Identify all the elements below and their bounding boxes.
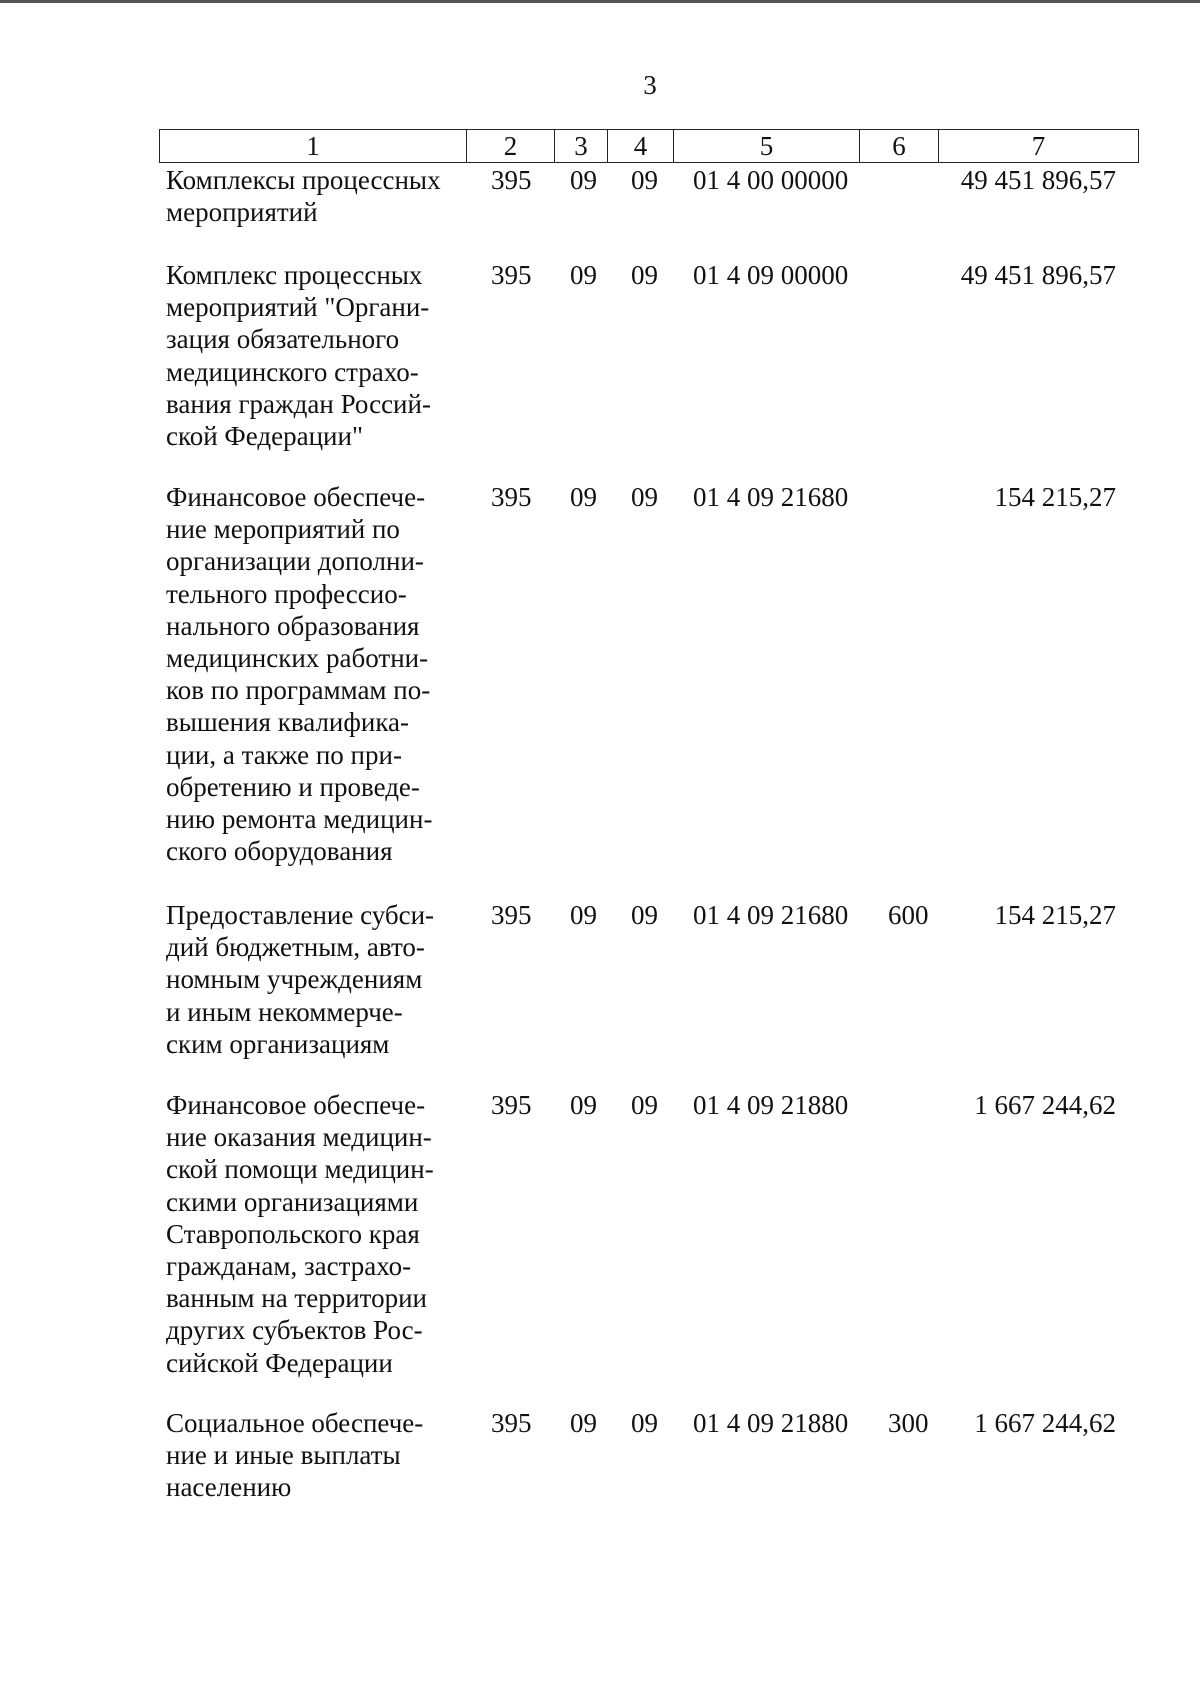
row-col-4: 09: [631, 260, 658, 290]
top-border-line: [0, 0, 1200, 3]
col-header-3: 3: [555, 130, 608, 163]
row-col-3: 09: [570, 260, 597, 290]
col-header-4: 4: [608, 130, 674, 163]
row-col-2: 395: [491, 1090, 532, 1120]
table-row: [159, 1407, 1138, 1507]
row-name: Комплексы процессных мероприятий: [166, 165, 441, 228]
row-col-3: 09: [570, 1090, 597, 1120]
table-body: [159, 164, 1138, 1507]
row-col-7: 49 451 896,57: [960, 165, 1116, 195]
row-col-2: 395: [491, 482, 532, 512]
table-row: [159, 481, 1138, 899]
col-header-6: 6: [860, 130, 939, 163]
row-col-7: 1 667 244,62: [974, 1090, 1116, 1120]
row-col-2: 395: [491, 900, 532, 930]
row-col-6: 600: [888, 900, 929, 930]
row-name: Комплекс процессных мероприятий "Органи- зация обязательного медицинского страхо- вания граждан Россий- ской Федерации": [166, 260, 431, 452]
row-name: Финансовое обеспече- ние мероприятий по организации дополни- тельного профессио- нального образования медицинских работни- ков по программам по- вышения квалифика- ции, а также по при- обретению и проведе- нию ремонта медицин- ского оборудования: [166, 482, 433, 867]
row-col-4: 09: [631, 900, 658, 930]
row-col-5: 01 4 09 21680: [693, 900, 849, 930]
row-col-2: 395: [491, 1408, 532, 1438]
row-col-3: 09: [570, 900, 597, 930]
row-col-3: 09: [570, 1408, 597, 1438]
table-row: [159, 899, 1138, 1089]
row-col-3: 09: [570, 165, 597, 195]
table-row: [159, 259, 1138, 481]
row-col-7: 154 215,27: [994, 900, 1116, 930]
row-name: Финансовое обеспече- ние оказания медицин- ской помощи медицин- скими организациями Ставропольского края гражданам, застрахо- ванным на территории других субъектов Рос- сийской Федерации: [166, 1090, 434, 1378]
table-row: [159, 164, 1138, 259]
row-name: Социальное обеспече- ние и иные выплаты населению: [166, 1408, 424, 1503]
row-col-4: 09: [631, 1408, 658, 1438]
row-col-3: 09: [570, 482, 597, 512]
row-col-6: 300: [888, 1408, 929, 1438]
row-col-2: 395: [491, 260, 532, 290]
row-col-7: 49 451 896,57: [960, 260, 1116, 290]
row-col-4: 09: [631, 1090, 658, 1120]
table-header: [159, 129, 1139, 163]
col-header-1: 1: [160, 130, 467, 163]
row-col-5: 01 4 09 00000: [693, 260, 849, 290]
row-col-5: 01 4 00 00000: [693, 165, 849, 195]
row-name: Предоставление субси- дий бюджетным, авто- номным учреждениям и иным некоммерче- ским организациям: [166, 900, 435, 1059]
row-col-5: 01 4 09 21880: [693, 1408, 849, 1438]
row-col-2: 395: [491, 165, 532, 195]
table-row: [159, 1089, 1138, 1407]
row-col-4: 09: [631, 482, 658, 512]
col-header-5: 5: [674, 130, 860, 163]
page-number: 3: [643, 70, 657, 100]
row-col-5: 01 4 09 21680: [693, 482, 849, 512]
col-header-2: 2: [467, 130, 555, 163]
row-col-7: 154 215,27: [994, 482, 1116, 512]
row-col-4: 09: [631, 165, 658, 195]
row-col-5: 01 4 09 21880: [693, 1090, 849, 1120]
col-header-7: 7: [939, 130, 1139, 163]
table-header-row: [160, 130, 1139, 163]
row-col-7: 1 667 244,62: [974, 1408, 1116, 1438]
